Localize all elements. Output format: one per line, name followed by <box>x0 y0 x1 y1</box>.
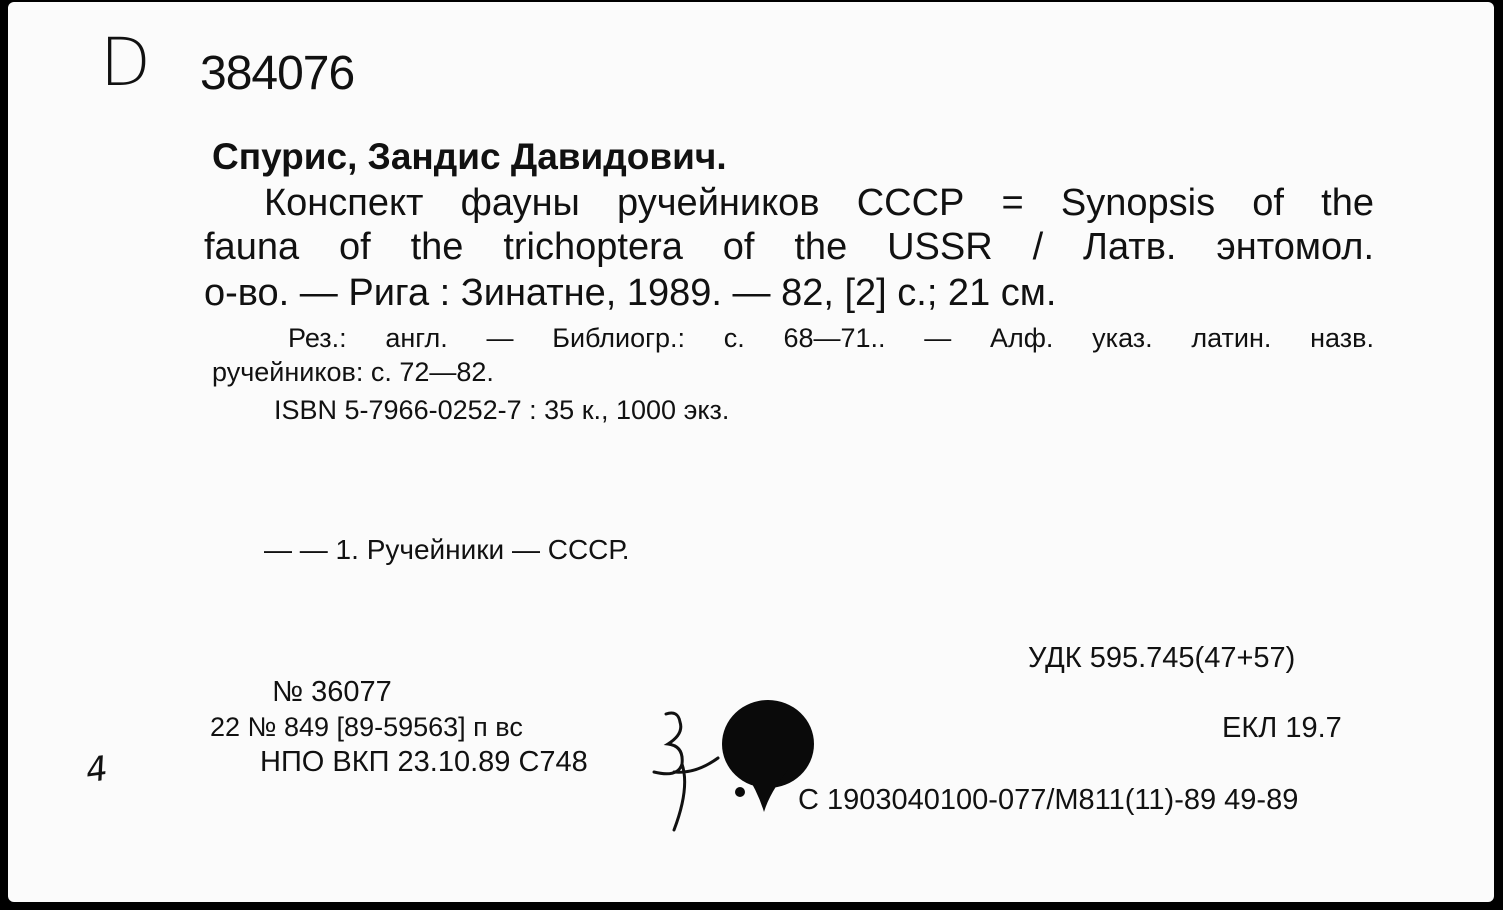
section-letter: D <box>100 24 151 101</box>
notes-line-1: Рез.: англ. — Библиогр.: с. 68—71.. — Алф. указ. латин. назв. <box>288 323 1374 353</box>
card-number: 384076 <box>200 47 355 100</box>
ink-blot-icon <box>714 700 824 820</box>
margin-pencil-mark: 4 <box>83 748 111 792</box>
title-line-1: Конспект фауны ручейников СССР = Synopsis of the <box>264 182 1374 224</box>
title-line-2: fauna of the trichoptera of the USSR / Латв. энтомол. <box>204 226 1374 268</box>
catalog-card <box>8 2 1494 902</box>
notes-line-2: ручейников: с. 72—82. <box>212 357 494 387</box>
isbn-line: ISBN 5-7966-0252-7 : 35 к., 1000 экз. <box>274 395 730 425</box>
author-heading: Спурис, Зандис Давидович. <box>212 136 727 177</box>
subject-heading: — — 1. Ручейники — СССР. <box>264 534 630 565</box>
publishing-code: С 1903040100-077/М811(11)-89 49-89 <box>798 784 1299 816</box>
udc-code: УДК 595.745(47+57) <box>1028 642 1296 674</box>
title-line-3: о-во. — Рига : Зинатне, 1989. — 82, [2] с.; 21 см. <box>204 272 1057 314</box>
printing-line: НПО ВКП 23.10.89 С748 <box>260 746 588 778</box>
ekl-code: ЕКЛ 19.7 <box>1222 712 1342 744</box>
registration-number: № 36077 <box>272 676 392 708</box>
handwritten-scribble-icon <box>644 708 724 838</box>
order-line: 22 № 849 [89-59563] п вс <box>210 712 523 742</box>
